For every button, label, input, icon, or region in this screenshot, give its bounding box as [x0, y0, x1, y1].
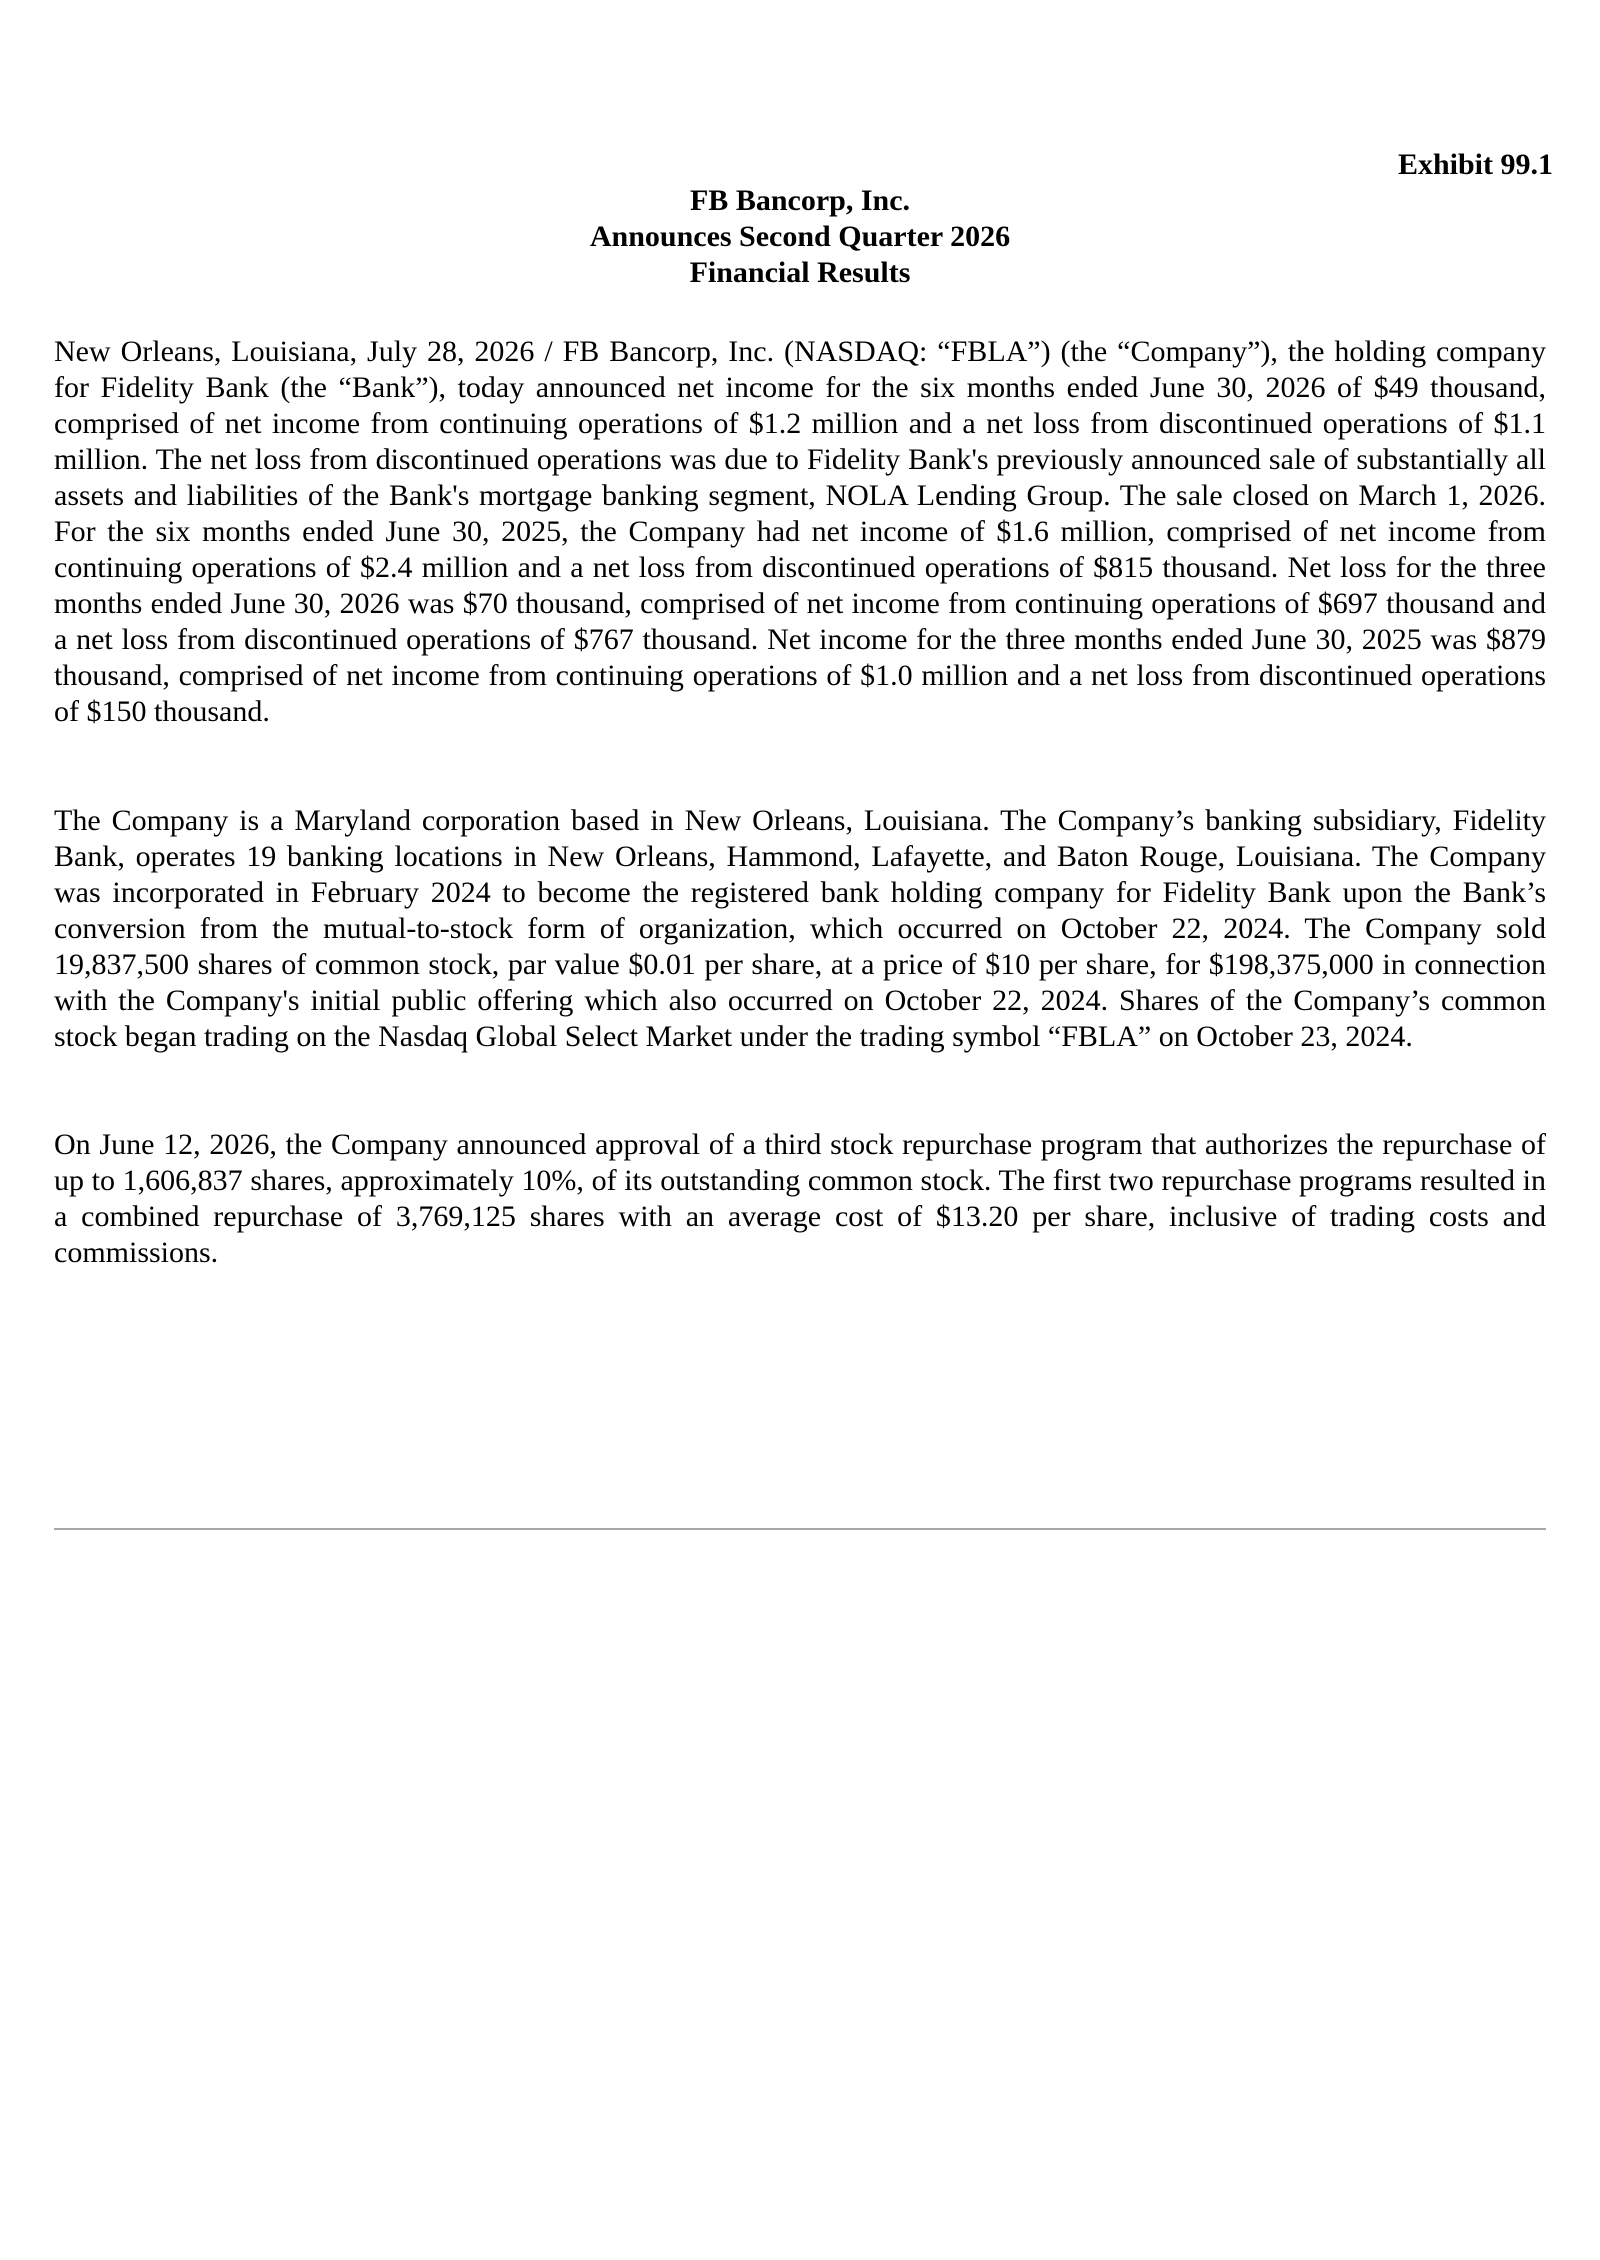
horizontal-divider — [54, 1528, 1546, 1530]
title-announcement: Announces Second Quarter 2026 — [589, 220, 1011, 253]
title-financial-results: Financial Results — [689, 256, 911, 289]
paragraph-stock-repurchase: On June 12, 2026, the Company announced approval of a third stock repurchase program that authorizes the repurchase of up to 1,606,837 shares, approximately 10%, of its outstanding common stock. The first two repurchase programs resulted in a combined repurchase of 3,769,125 shares with an average cost of $13.20 per share, inclusive of trading costs and commissions. — [54, 1128, 1546, 1269]
paragraph-company-background: The Company is a Maryland corporation based in New Orleans, Louisiana. The Company’s banking subsidiary, Fidelity Bank, operates 19 banking locations in New Orleans, Hammond, Lafayette, and Baton Rouge, Louisiana. The Company was incorporated in February 2024 to become the registered bank holding company for Fidelity Bank upon the Bank’s conversion from the mutual-to-stock form of organization, which occurred on October 22, 2024. The Company sold 19,837,500 shares of common stock, par value $0.01 per share, at a price of $10 per share, for $198,375,000 in connection with the Company's initial public offering which also occurred on October 22, 2024. Shares of the Company’s common stock began trading on the Nasdaq Global Select Market under the trading symbol “FBLA” on October 23, 2024. — [54, 804, 1546, 1053]
title-company-name: FB Bancorp, Inc. — [689, 184, 911, 217]
exhibit-label: Exhibit 99.1 — [1397, 148, 1553, 181]
paragraph-earnings-summary: New Orleans, Louisiana, July 28, 2026 / FB Bancorp, Inc. (NASDAQ: “FBLA”) (the “Company”), the holding company for Fidelity Bank (the “Bank”), today announced net income for the six months ended June 30, 2026 of $49 thousand, comprised of net income from continuing operations of $1.2 million and a net loss from discontinued operations of $1.1 million. The net loss from discontinued operations was due to Fidelity Bank's previously announced sale of substantially all assets and liabilities of the Bank's mortgage banking segment, NOLA Lending Group. The sale closed on March 1, 2026. For the six months ended June 30, 2025, the Company had net income of $1.6 million, comprised of net income from continuing operations of $2.4 million and a net loss from discontinued operations of $815 thousand. Net loss for the three months ended June 30, 2026 was $70 thousand, comprised of net income from continuing operations of $697 thousand and a net loss from discontinued operations of $767 thousand. Net income for the three months ended June 30, 2025 was $879 thousand, comprised of net income from continuing operations of $1.0 million and a net loss from discontinued operations of $150 thousand. — [54, 335, 1546, 728]
document-title — [0, 183, 1600, 291]
